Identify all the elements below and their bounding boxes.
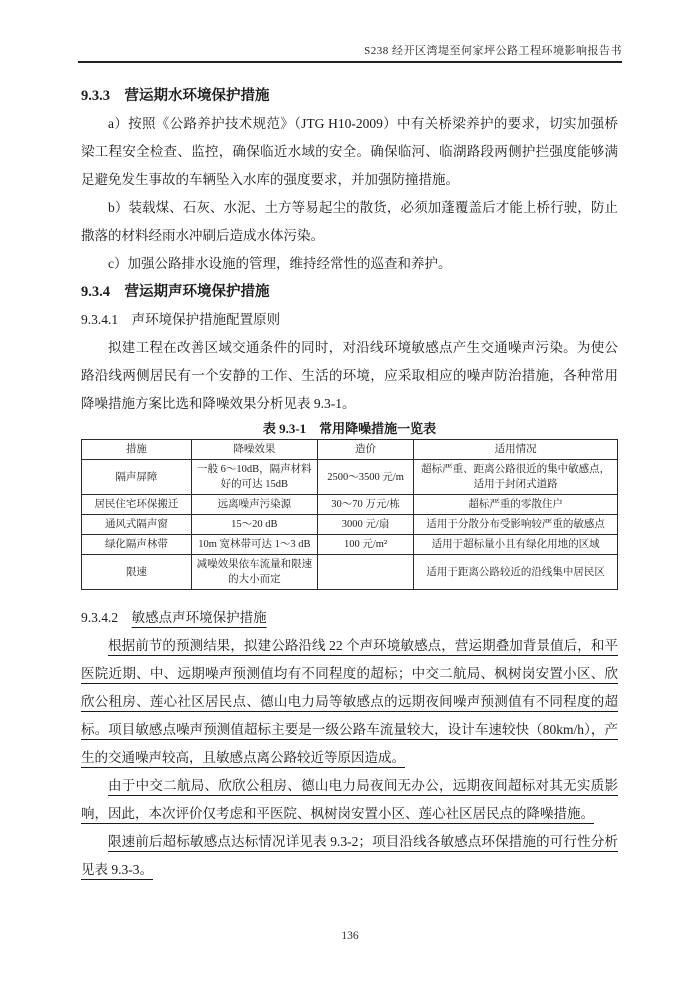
cell-measure: 绿化隔声林带 xyxy=(82,535,192,555)
cell-effect: 远离噪声污染源 xyxy=(191,495,317,515)
cell-cost: 100 元/m² xyxy=(317,535,413,555)
table-row xyxy=(82,515,618,535)
paragraph-sensitive-points-3: 限速前后超标敏感点达标情况详见表 9.3-2；项目沿线各敏感点环保措施的可行性分析见表 9.3-3。 xyxy=(81,834,618,877)
heading-spacer xyxy=(118,610,132,625)
heading-9-3-3: 9.3.3 营运期水环境保护措施 xyxy=(81,88,270,104)
table-header-row xyxy=(82,440,618,460)
cell-applicability: 超标严重、距离公路很近的集中敏感点，适用于封闭式道路 xyxy=(414,460,618,495)
heading-9-3-4-2-title: 敏感点声环境保护措施 xyxy=(131,610,267,625)
paragraph-a: a）按照《公路养护技术规范》（JTG H10-2009）中有关桥梁养护的要求，切实加强桥梁工程安全检查、监控，确保临近水域的安全。确保临河、临湖路段两侧护拦强度能够满足避免发生事故的车辆坠入水库的强度要求，并加强防撞措施。 xyxy=(81,116,618,187)
table-row xyxy=(82,535,618,555)
paragraph-sensitive-points-2: 由于中交二航局、欣欣公租房、德山电力局夜间无办公，远期夜间超标对其无实质影响，因此，本次评价仅考虑和平医院、枫树岗安置小区、莲心社区居民点的降噪措施。 xyxy=(81,778,618,821)
cell-measure: 居民住宅环保搬迁 xyxy=(82,495,192,515)
heading-9-3-4-2-number: 9.3.4.2 xyxy=(81,610,119,625)
col-header-measure: 措施 xyxy=(82,440,192,460)
col-header-cost: 造价 xyxy=(317,440,413,460)
cell-cost xyxy=(317,555,413,590)
paragraph-noise-principle: 拟建工程在改善区域交通条件的同时，对沿线环境敏感点产生交通噪声污染。为使公路沿线两侧居民有一个安静的工作、生活的环境，应采取相应的噪声防治措施，各种常用降噪措施方案比选和降噪效果分析见表 9.3-1。 xyxy=(81,340,618,411)
paragraph-b: b）装载煤、石灰、水泥、土方等易起尘的散货，必须加蓬覆盖后才能上桥行驶，防止撒落的材料经雨水冲刷后造成水体污染。 xyxy=(81,200,618,243)
cell-effect: 15～20 dB xyxy=(191,515,317,535)
paragraph-c: c）加强公路排水设施的管理，维持经常性的巡查和养护。 xyxy=(108,256,452,271)
cell-effect: 一般 6～10dB，隔声材料好的可达 15dB xyxy=(191,460,317,495)
cell-measure: 限速 xyxy=(82,555,192,590)
cell-effect: 10m 宽林带可达 1～3 dB xyxy=(191,535,317,555)
col-header-applicability: 适用情况 xyxy=(414,440,618,460)
table-9-3-1-title: 表 9.3-1 常用降噪措施一览表 xyxy=(262,421,437,436)
table-row xyxy=(82,460,618,495)
col-header-effect: 降噪效果 xyxy=(191,440,317,460)
cell-measure: 隔声屏障 xyxy=(82,460,192,495)
page-number: 136 xyxy=(341,930,359,942)
cell-applicability: 适用于距离公路较近的沿线集中居民区 xyxy=(414,555,618,590)
cell-applicability: 适用于超标量小且有绿化用地的区域 xyxy=(414,535,618,555)
cell-measure: 通风式隔声窗 xyxy=(82,515,192,535)
noise-measures-table xyxy=(81,439,618,590)
heading-9-3-4: 9.3.4 营运期声环境保护措施 xyxy=(81,284,270,300)
paragraph-sensitive-points-1: 根据前节的预测结果，拟建公路沿线 22 个声环境敏感点，营运期叠加背景值后，和平医院近期、中、远期噪声预测值均有不同程度的超标；中交二航局、枫树岗安置小区、欣欣公租房、莲心社区居民点、德山电力局等敏感点的远期夜间噪声预测值有不同程度的超标。项目敏感点噪声预测值超标主要是一级公路车流量较大，设计车速较快（80km/h），产生的交通噪声较高，且敏感点离公路较近等原因造成。 xyxy=(81,638,618,765)
heading-9-3-4-1: 9.3.4.1 声环境保护措施配置原则 xyxy=(81,312,281,327)
cell-applicability: 超标严重的零散住户 xyxy=(414,495,618,515)
cell-applicability: 适用于分散分布受影响较严重的敏感点 xyxy=(414,515,618,535)
table-row xyxy=(82,555,618,590)
cell-effect: 减噪效果依车流量和限速的大小而定 xyxy=(191,555,317,590)
page-content xyxy=(81,82,618,884)
heading-9-3-4-2 xyxy=(81,604,618,632)
cell-cost: 3000 元/扇 xyxy=(317,515,413,535)
page-header xyxy=(78,0,622,63)
cell-cost: 30～70 万元/栋 xyxy=(317,495,413,515)
table-row xyxy=(82,495,618,515)
cell-cost: 2500～3500 元/m xyxy=(317,460,413,495)
header-title: S238 经开区湾堤至何家坪公路工程环境影响报告书 xyxy=(364,45,622,57)
